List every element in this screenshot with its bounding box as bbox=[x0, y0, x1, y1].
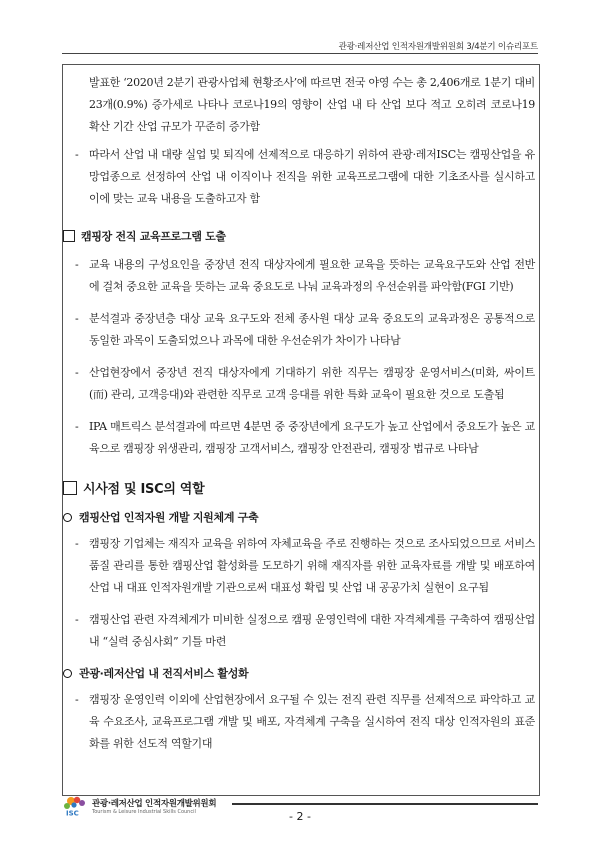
section-title: 캠핑장 전직 교육프로그램 도출 bbox=[81, 230, 226, 243]
logo-dot-green bbox=[64, 803, 70, 809]
bullet-text: 분석결과 중장년층 대상 교육 요구도와 전체 종사원 대상 교육 중요도의 교육과정은 공통적으로 동일한 과목이 도출되었으나 과목에 대한 우선순위가 차이가 나타남 bbox=[89, 312, 535, 347]
bullet-text: 산업현장에서 중장년 전직 대상자에게 기대하기 위한 직무는 캠핑장 운영서비스(미화, 싸이트(而) 관리, 고객응대)와 관련한 직무로 고객 응대를 위한 특화 교육이 필요한 것으로 도출됨 bbox=[89, 366, 535, 401]
logo-dot-blue bbox=[71, 802, 76, 807]
logo-dot-purple bbox=[79, 800, 85, 806]
list-item bbox=[75, 609, 535, 653]
list-item bbox=[75, 689, 535, 755]
bullet-text: 캠핑장 운영인력 이외에 산업현장에서 요구될 수 있는 전직 관련 직무를 선제적으로 파악하고 교육 수요조사, 교육프로그램 개발 및 배포, 자격체계 구축을 실시하여 전직 대상 인적자원의 표준화를 위한 선도적 역할기대 bbox=[89, 693, 535, 750]
bullet-text: IPA 매트릭스 분석결과에 따르면 4분면 중 중장년에게 요구도가 높고 산업에서 중요도가 높은 교육으로 캠핑장 위생관리, 캠핑장 고객서비스, 캠핑장 안전관리, 캠핑장 법규로 나타남 bbox=[89, 420, 535, 455]
circle-bullet-icon bbox=[63, 513, 72, 522]
footer-divider bbox=[232, 803, 538, 805]
bullet-text: 따라서 산업 내 대량 실업 및 퇴직에 선제적으로 대응하기 위하여 관광·레저ISC는 캠핑산업을 유망업종으로 선정하여 산업 내 이직이나 전직을 위한 교육프로그램에 대한 기초조사를 실시하고 이에 맞는 교육 내용을 도출하고자 함 bbox=[89, 148, 535, 205]
bullet-text: 교육 내용의 구성요인을 중장년 전직 대상자에게 필요한 교육을 뜻하는 교육요구도와 산업 전반에 걸쳐 중요한 교육을 뜻하는 교육 중요도로 나눠 교육과정의 우선순위를 파악함(FGI 기반) bbox=[89, 258, 535, 293]
bullet-mark: - bbox=[75, 258, 79, 271]
logo-isc-text: ISC bbox=[66, 809, 79, 817]
checkbox-square-icon bbox=[63, 481, 77, 495]
list-item bbox=[75, 533, 535, 599]
list-item bbox=[75, 144, 535, 210]
page-number: - 2 - bbox=[289, 810, 311, 823]
bullet-mark: - bbox=[75, 613, 79, 626]
section-heading bbox=[63, 478, 535, 497]
section-heading bbox=[63, 228, 535, 244]
header-divider bbox=[62, 53, 538, 54]
subsection-title: 캠핑산업 인적자원 개발 지원체계 구축 bbox=[79, 511, 259, 524]
org-name-en: Tourism & Leisure Industrial Skills Council bbox=[92, 809, 196, 815]
subsection-heading bbox=[63, 665, 535, 681]
bullet-mark: - bbox=[75, 312, 79, 325]
bullet-mark: - bbox=[75, 693, 79, 706]
bullet-mark: - bbox=[75, 537, 79, 550]
subsection-heading bbox=[63, 509, 535, 525]
section-title: 시사점 및 ISC의 역할 bbox=[83, 482, 205, 497]
bullet-text: 캠핑산업 관련 자격체계가 미비한 실정으로 캠핑 운영인력에 대한 자격체계를 구축하여 캠핑산업 내 “실력 중심사회” 기틀 마련 bbox=[89, 613, 535, 648]
circle-bullet-icon bbox=[63, 669, 72, 678]
list-item bbox=[75, 416, 535, 460]
list-item bbox=[75, 362, 535, 406]
checkbox-square-icon bbox=[63, 230, 75, 242]
org-name: 관광·레저산업 인적자원개발위원회 bbox=[92, 799, 217, 809]
list-item bbox=[75, 308, 535, 352]
bullet-mark: - bbox=[75, 148, 79, 161]
intro-continuation: 발표한 ‘2020년 2분기 관광사업체 현황조사’에 따르면 전국 야영 수는 총 2,406개로 1분기 대비 23개(0.9%) 증가세로 나타나 코로나19의 영향이 산업 내 타 산업 보다 적고 오히려 코로나19 확산 기간 산업 규모가 꾸준히 증가함 bbox=[89, 76, 535, 133]
bullet-mark: - bbox=[75, 366, 79, 379]
bullet-mark: - bbox=[75, 420, 79, 433]
subsection-title: 관광·레저산업 내 전직서비스 활성화 bbox=[79, 667, 249, 680]
page-header: 관광·레저산업 인적자원개발위원회 3/4분기 이슈리포트 bbox=[338, 42, 538, 52]
list-item bbox=[75, 254, 535, 298]
bullet-text: 캠핑장 기업체는 재직자 교육을 위하여 자체교육을 주로 진행하는 것으로 조사되었으므로 서비스품질 관리를 통한 캠핑산업 활성화를 도모하기 위해 재직자를 위한 교육자료를 개발 및 배포하여 산업 내 대표 인적자원개발 기관으로써 대표성 확립 및 산업 내 공공가치 실현이 요구됨 bbox=[89, 537, 535, 594]
report-body bbox=[75, 72, 535, 765]
